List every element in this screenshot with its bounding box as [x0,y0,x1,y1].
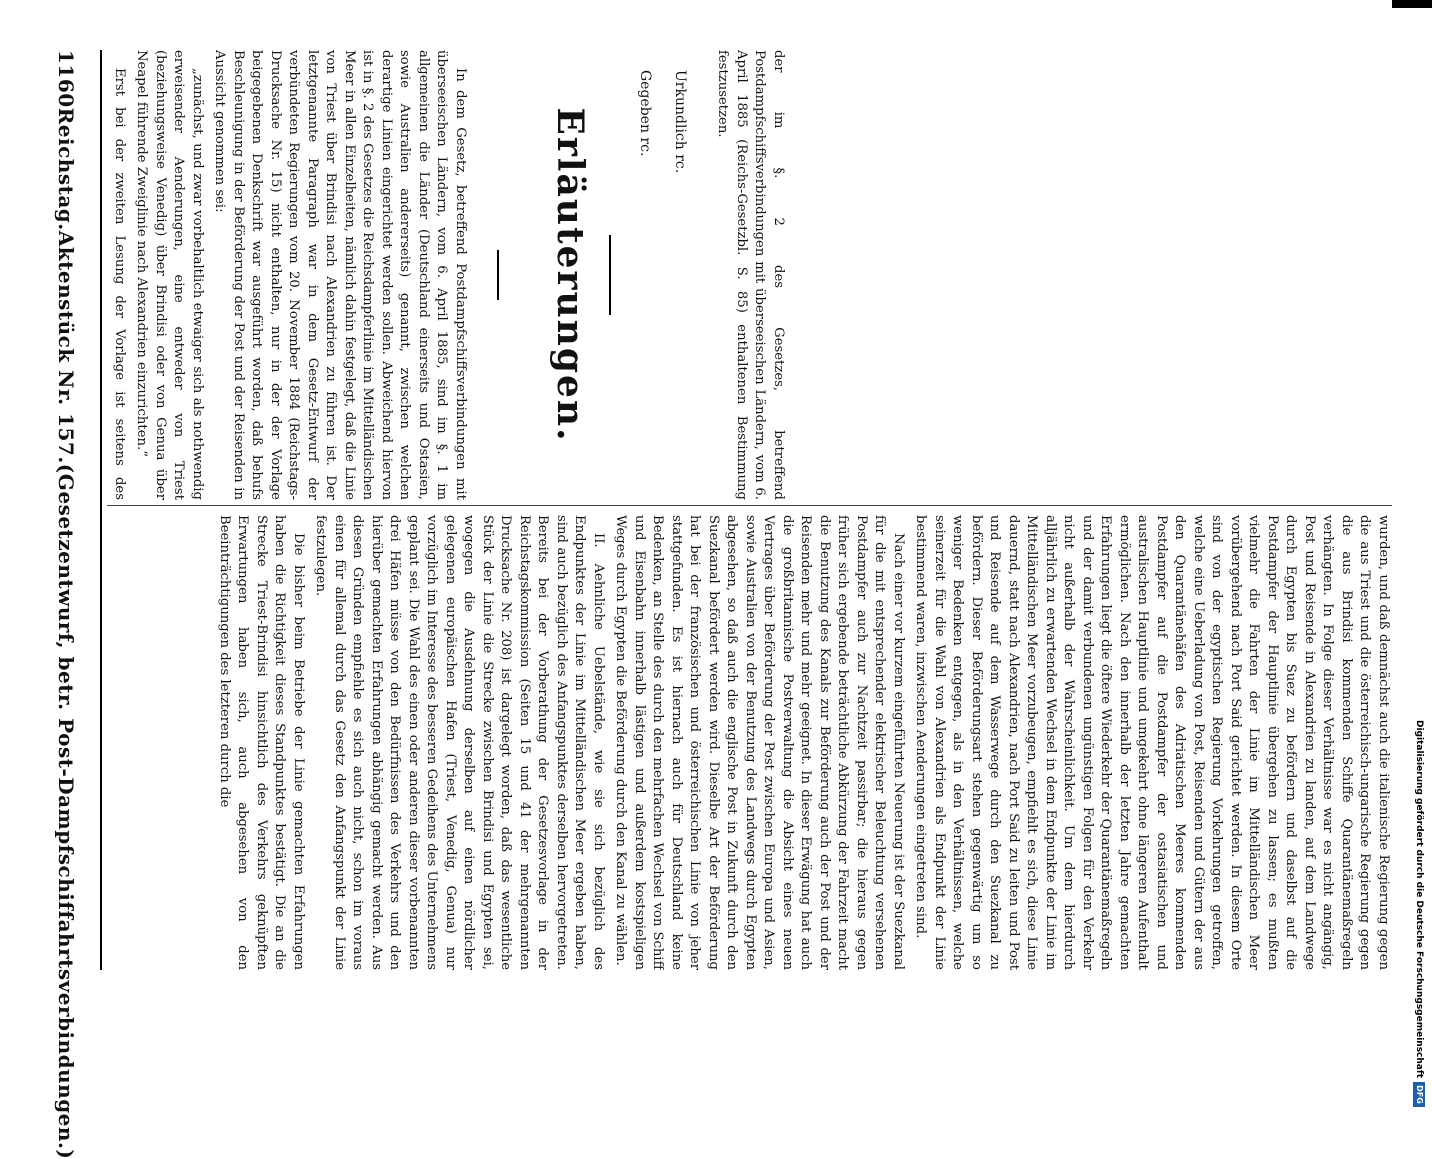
left-paragraph: Erst bei der zweiten Lesung der Vorlage ist seitens des [112,68,127,500]
dfg-logo: DFG [1413,1082,1425,1107]
digitization-credit [1412,720,1426,1104]
left-column [107,50,787,500]
column-divider [107,505,1392,506]
credit-text: Digitalisierung gefördert durch die Deutsche Forschungsgemeinschaft [1414,720,1424,1079]
header-rule [100,50,102,970]
right-paragraph: wurden, und daß demnächst auch die italienische Regierung gegen die aus Triest und die österreichisch-ungarische Regierung gegen die aus Brindisi kommenden Schiffe Quarantänemaßregeln verhängten. In Folge dieser Verhältnisse war es nicht angängig, Post und Reisende in Alexandrien zu landen, auf dem Landwege durch Egypten bis Suez zu befördern und daselbst auf die Postdampfer der Hauptlinie übergehen zu lassen; es mußten vielmehr die Fahrten der Linie im Mittelländischen Meer vorübergehend nach Port Said gerichtet werden. In diesem Orte sind von der egyptischen Regierung Vorkehrungen getroffen, welche eine Ueberladung von Post, Reisenden und Gütern der aus den Quarantänehäfen des Adriatischen Meeres kommenden Postdampfer auf die Postdampfer der ostasiatischen und australischen Hauptlinie und umgekehrt ohne längeren Aufenthalt ermöglichen. Nach den innerhalb der letzten Jahre gemachten Erfahrungen liegt die öftere Wiederkehr der Quarantänemaßregeln und der damit verbundenen ungünstigen Folgen für den Verkehr nicht außerhalb der Wahrscheinlichkeit. Um dem hierdurch alljährlich zu erwartenden Wechsel in dem Endpunkte der Linie im Mittelländischen Meer vorzubeugen, empfiehlt es sich, diese Linie dauernd, statt nach Alexandrien, nach Port Said zu leiten und Post und Reisende auf dem Wasserwege durch den Suezkanal zu befördern. Dieser Beförderungsart stehen gegenwärtig um so weniger Bedenken entgegen, als in den Verhältnissen, welche seinerzeit für die Wahl von Alexandrien als Endpunkt der Linie bestimmend waren, inzwischen Aenderungen eingetreten sind. [913,515,1391,970]
signature-line-urkundlich: Urkundlich rc. [672,70,688,174]
section-heading-block [469,50,619,500]
heading-rule-top [609,235,611,315]
signature-block [619,50,709,500]
document-subject: (Gesetzentwurf, betr. Post-Dampfschiffahrtsverbindungen.) [54,463,78,1159]
section-title: Erläuterungen. [549,107,591,443]
scan-edge-mark [1392,0,1432,8]
left-paragraph: „zunächst, und zwar vorbehaltlich etwaiger sich als nothwendig erweisender Aenderungen, eine entweder von Triest (beziehungsweise Venedig) über Brindisi oder von Genua über Neapel führende Zweiglinie nach Alexandrien einzurichten.“ [134,50,205,500]
publisher-name: Reichstag. [54,107,78,231]
heading-rule-bottom [497,250,499,300]
page-header [45,50,87,1159]
page-number: 1160 [54,50,78,108]
document-number: Aktenstück Nr. 157. [54,230,78,464]
right-paragraph: Nach einer vor kurzem eingeführten Neuerung ist der Suezkanal für die mit entsprechender elektrischer Beleuchtung versehenen Postdampfer auch zur Nachtzeit passirbar; die hieraus gegen früher sich ergebende beträchtliche Abkürzung der Fahrzeit macht die Benutzung des Kanals zur Beförderung auch der Post und der Reisenden mehr und mehr geeignet. In dieser Erwägung hat auch die großbritannische Postverwaltung die Absicht eines neuen Vertrages über Beförderung der Post zwischen Europa und Asien, sowie Australien von der Benutzung des Landwegs durch Egypten abgesehen, so daß auch die englische Post in Zukunft durch den Suezkanal befördert werden wird. Dieselbe Art der Beförderung hat bei der französischen und österreichischen Linie von jeher stattgefunden. Es ist hiernach auch für Deutschland keine Bedenken, an Stelle des durch den mehrfachen Wechsel von Schiff und Eisenbahn innerhalb lästigen und außerdem kostspieligen Weges durch Egypten die Beförderung durch den Kanal zu wählen. [613,515,906,970]
right-column [107,515,1392,970]
right-paragraph: II. Aehnliche Uebelstände, wie sie sich bezüglich des Endpunktes der Linie im Mittelländischen Meer ergeben haben, sind auch bezüglich des Anfangspunktes derselben hervorgetreten. Bereits bei der Vorberathung der Gesetzesvorlage in der Reichstagskommission (Seiten 15 und 41 der mehrgenannten Drucksache Nr. 208) ist dargelegt worden, daß das wesentliche Stück der Linie die Strecke zwischen Brindisi und Egypten sei, wogegen die Ausdehnung derselben auf einen nördlicher gelegenen europäischen Hafen (Triest, Venedig, Genua) nur vorzüglich im Interesse des besseren Gedeihens des Unternehmens geplant sei. Die Wahl des einen oder anderen dieser vorbenannten drei Häfen müsse von den Bedürfnissen des Verkehrs und den hierüber gemachten Erfahrungen abhängig gemacht werden. Aus diesen Gründen empfiehle es sich auch nicht, schon im voraus einen für allemal durch das Gesetz den Anfangspunkt der Linie festzulegen. [313,515,606,970]
left-paragraph: In dem Gesetz, betreffend Postdampfschiffsverbindungen mit überseeischen Ländern, vom 6. April 1885, sind im §. 1 im allgemeinen die Länder (Deutschland einerseits und Ostasien, sowie Australien andererseits) genannt, zwischen welchen derartige Linien eingerichtet werden sollen. Abweichend hiervon ist in §. 2 des Gesetzes die Reichsdampferlinie im Mittelländischen Meer in allen Einzelheiten, nämlich dahin festgelegt, daß die Linie von Triest über Brindisi nach Alexandrien zu führen ist. Der letztgenannte Paragraph war in dem Gesetz-Entwurf der verbündeten Regierungen vom 20. November 1884 (Reichstags-Drucksache Nr. 15) nicht enthalten, nur in der der Vorlage beigegebenen Denkschrift war ausgeführt worden, daß behufs Beschleunigung in der Beförderung der Post und der Reisenden in Aussicht genommen sei: [212,50,468,500]
right-paragraph: Die bisher beim Betriebe der Linie gemachten Erfahrungen haben die Richtigkeit dieses Standpunktes bestätigt. Die an die Strecke Triest-Brindisi hinsichtlich des Verkehrs geknüpften Erwartungen haben sich, auch abgesehen von den Beeinträchtigungen des letzteren durch die [217,515,306,970]
signature-line-gegeben: Gegeben rc. [637,70,653,157]
left-intro: der im §. 2 des Gesetzes, betreffend Postdampfschiffsverbindungen mit überseeischen Ländern, vom 6. April 1885 (Reichs-Gesetzbl. S. 85) enthaltenen Bestimmung festzusetzen. [715,50,786,500]
